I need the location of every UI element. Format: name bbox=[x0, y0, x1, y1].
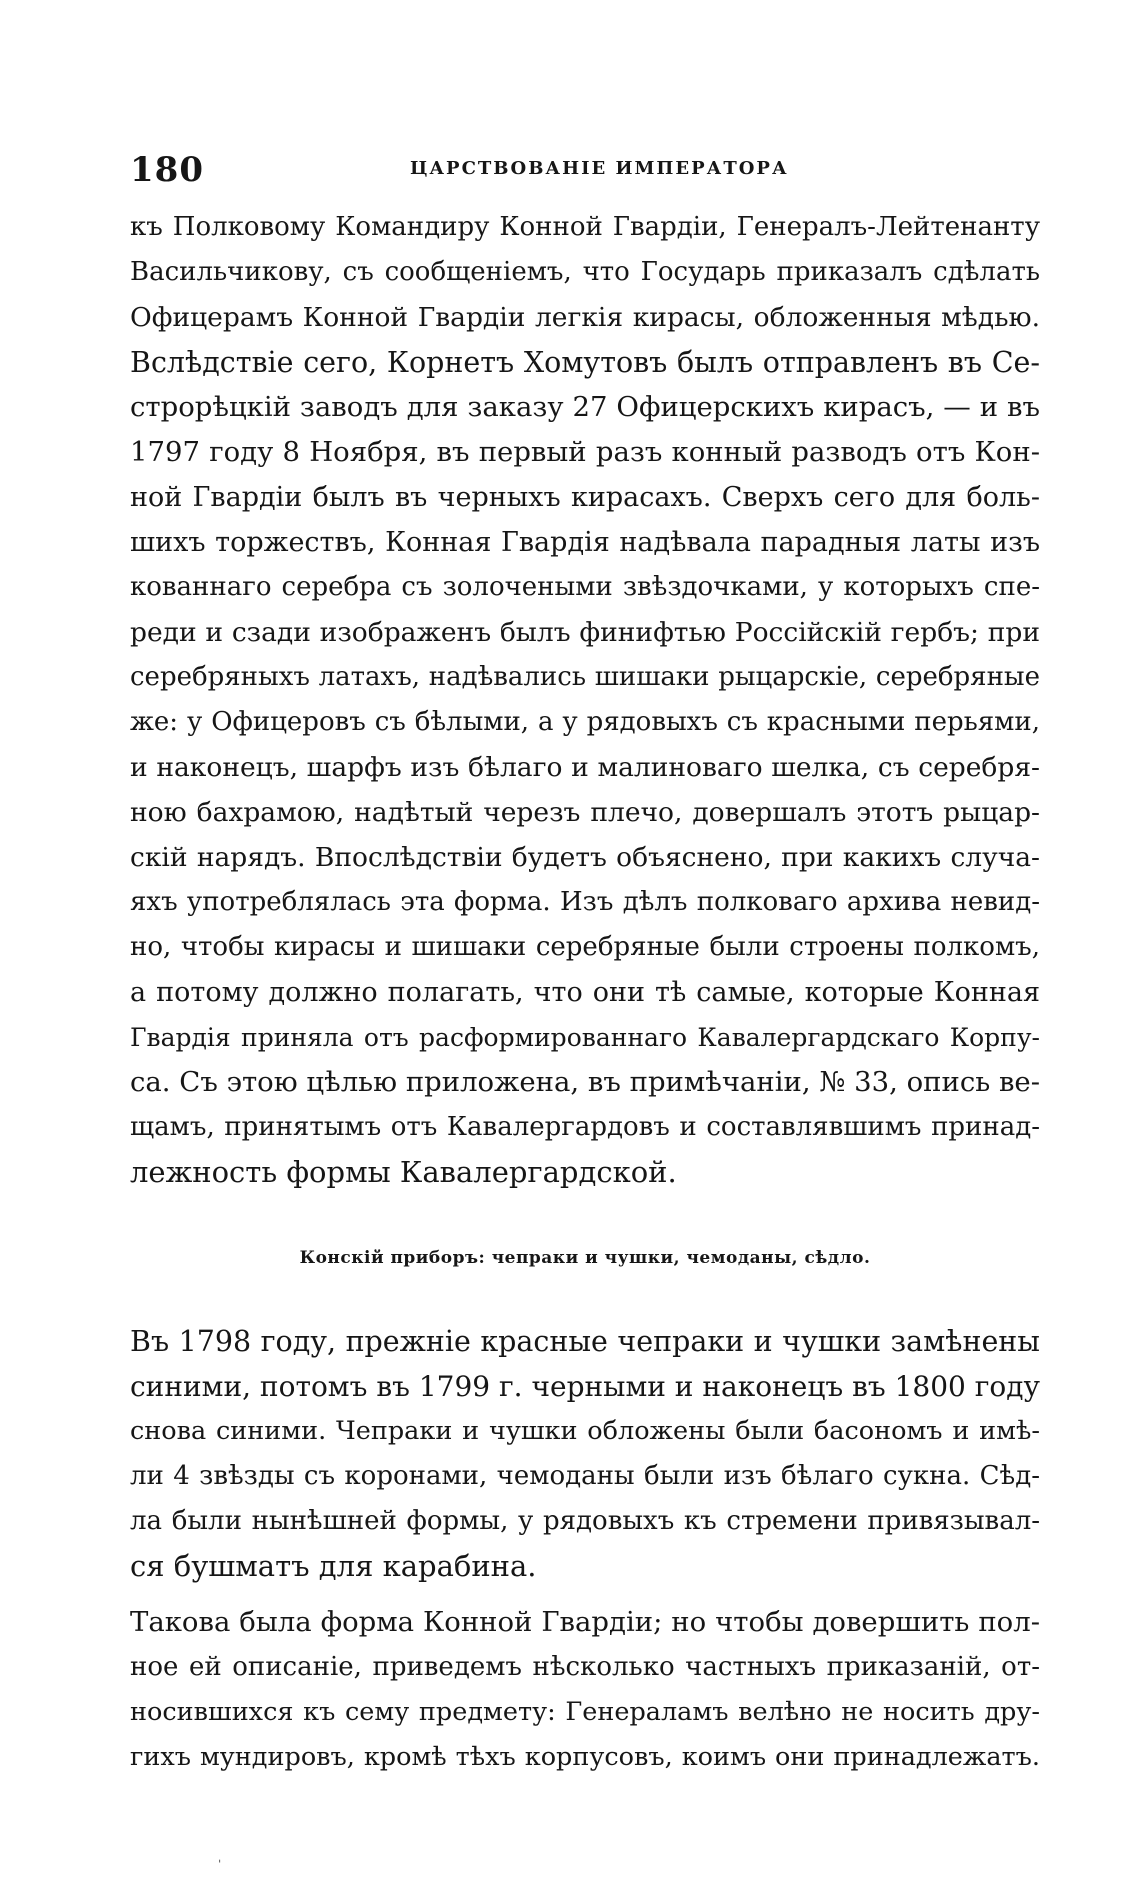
text-line: же: у Офицеровъ съ бѣлыми, а у рядовыхъ съ красными перьями, bbox=[130, 707, 1040, 737]
page-header bbox=[130, 150, 1040, 190]
text-line: скій нарядъ. Впослѣдствіи будетъ объяснено, при какихъ случа- bbox=[130, 842, 1040, 873]
text-line: Васильчикову, съ сообщеніемъ, что Государь приказалъ сдѣлать bbox=[130, 257, 1040, 287]
text-line: кованнаго серебра съ золочеными звѣздочками, у которыхъ спе- bbox=[130, 572, 1040, 602]
page-number: 180 bbox=[130, 150, 204, 190]
text-line: серебряныхъ латахъ, надѣвались шишаки рыцарскіе, серебряные bbox=[130, 662, 1040, 692]
paragraph-1 bbox=[130, 205, 1040, 1195]
text-line: къ Полковому Командиру Конной Гвардіи, Генералъ-Лейтенанту bbox=[130, 212, 1040, 242]
running-head: ЦАРСТВОВАНІЕ ИМПЕРАТОРА bbox=[410, 158, 789, 179]
text-line: и наконецъ, шарфъ изъ бѣлаго и малиноваго шелка, съ серебря- bbox=[130, 752, 1040, 783]
text-line: ною бахрамою, надѣтый черезъ плечо, довершалъ этотъ рыцар- bbox=[130, 797, 1040, 828]
text-line: а потому должно полагать, что они тѣ самые, которые Конная bbox=[130, 977, 1040, 1008]
paragraph-3 bbox=[130, 1600, 1040, 1780]
text-line: щамъ, принятымъ отъ Кавалергардовъ и составлявшимъ принад- bbox=[130, 1112, 1040, 1142]
text-line: синими, потомъ въ 1799 г. черными и наконецъ въ 1800 году bbox=[130, 1370, 1040, 1403]
text-line: Вслѣдствіе сего, Корнетъ Хомутовъ былъ отправленъ въ Се- bbox=[130, 346, 1040, 379]
text-line: гихъ мундировъ, кромѣ тѣхъ корпусовъ, коимъ они принадлежатъ. bbox=[130, 1742, 1040, 1772]
text-line: снова синими. Чепраки и чушки обложены были басономъ и имѣ- bbox=[130, 1416, 1040, 1446]
text-line: но, чтобы кирасы и шишаки серебряные были строены полкомъ, bbox=[130, 932, 1040, 962]
text-line: строрѣцкій заводъ для заказу 27 Офицерскихъ кирасъ, — и въ bbox=[130, 391, 1040, 423]
text-line: лежность формы Кавалергардской. bbox=[130, 1155, 677, 1189]
text-line: Въ 1798 году, прежніе красные чепраки и чушки замѣнены bbox=[130, 1325, 1040, 1358]
print-speck: ˈ bbox=[218, 1858, 222, 1872]
text-line: носившихся къ сему предмету: Генераламъ велѣно не носить дру- bbox=[130, 1697, 1040, 1727]
text-line: шихъ торжествъ, Конная Гвардія надѣвала парадныя латы изъ bbox=[130, 527, 1040, 558]
text-line: са. Съ этою цѣлью приложена, въ примѣчаніи, № 33, опись ве- bbox=[130, 1066, 1040, 1098]
paragraph-2 bbox=[130, 1319, 1040, 1589]
text-line: ли 4 звѣзды съ коронами, чемоданы были изъ бѣлаго сукна. Сѣд- bbox=[130, 1461, 1040, 1491]
section-subheading: Конскій приборъ: чепраки и чушки, чемоданы, сѣдло. bbox=[299, 1248, 871, 1268]
text-line: Такова была форма Конной Гвардіи; но чтобы довершить пол- bbox=[130, 1606, 1040, 1638]
text-line: ла были нынѣшней формы, у рядовыхъ къ стремени привязывал- bbox=[130, 1506, 1040, 1536]
text-line: ной Гвардіи былъ въ черныхъ кирасахъ. Сверхъ сего для боль- bbox=[130, 482, 1040, 513]
text-line: яхъ употреблялась эта форма. Изъ дѣлъ полковаго архива невид- bbox=[130, 887, 1040, 917]
text-line: реди и сзади изображенъ былъ финифтью Россійскій гербъ; при bbox=[130, 617, 1040, 648]
text-line: ся бушматъ для карабина. bbox=[130, 1549, 537, 1583]
text-line: Гвардія приняла отъ расформированнаго Кавалергардскаго Корпу- bbox=[130, 1023, 1040, 1052]
text-line: 1797 году 8 Ноября, въ первый разъ конный разводъ отъ Кон- bbox=[130, 436, 1040, 468]
text-line: Офицерамъ Конной Гвардіи легкія кирасы, обложенныя мѣдью. bbox=[130, 302, 1040, 333]
text-line: ное ей описаніе, приведемъ нѣсколько частныхъ приказаній, от- bbox=[130, 1652, 1040, 1682]
